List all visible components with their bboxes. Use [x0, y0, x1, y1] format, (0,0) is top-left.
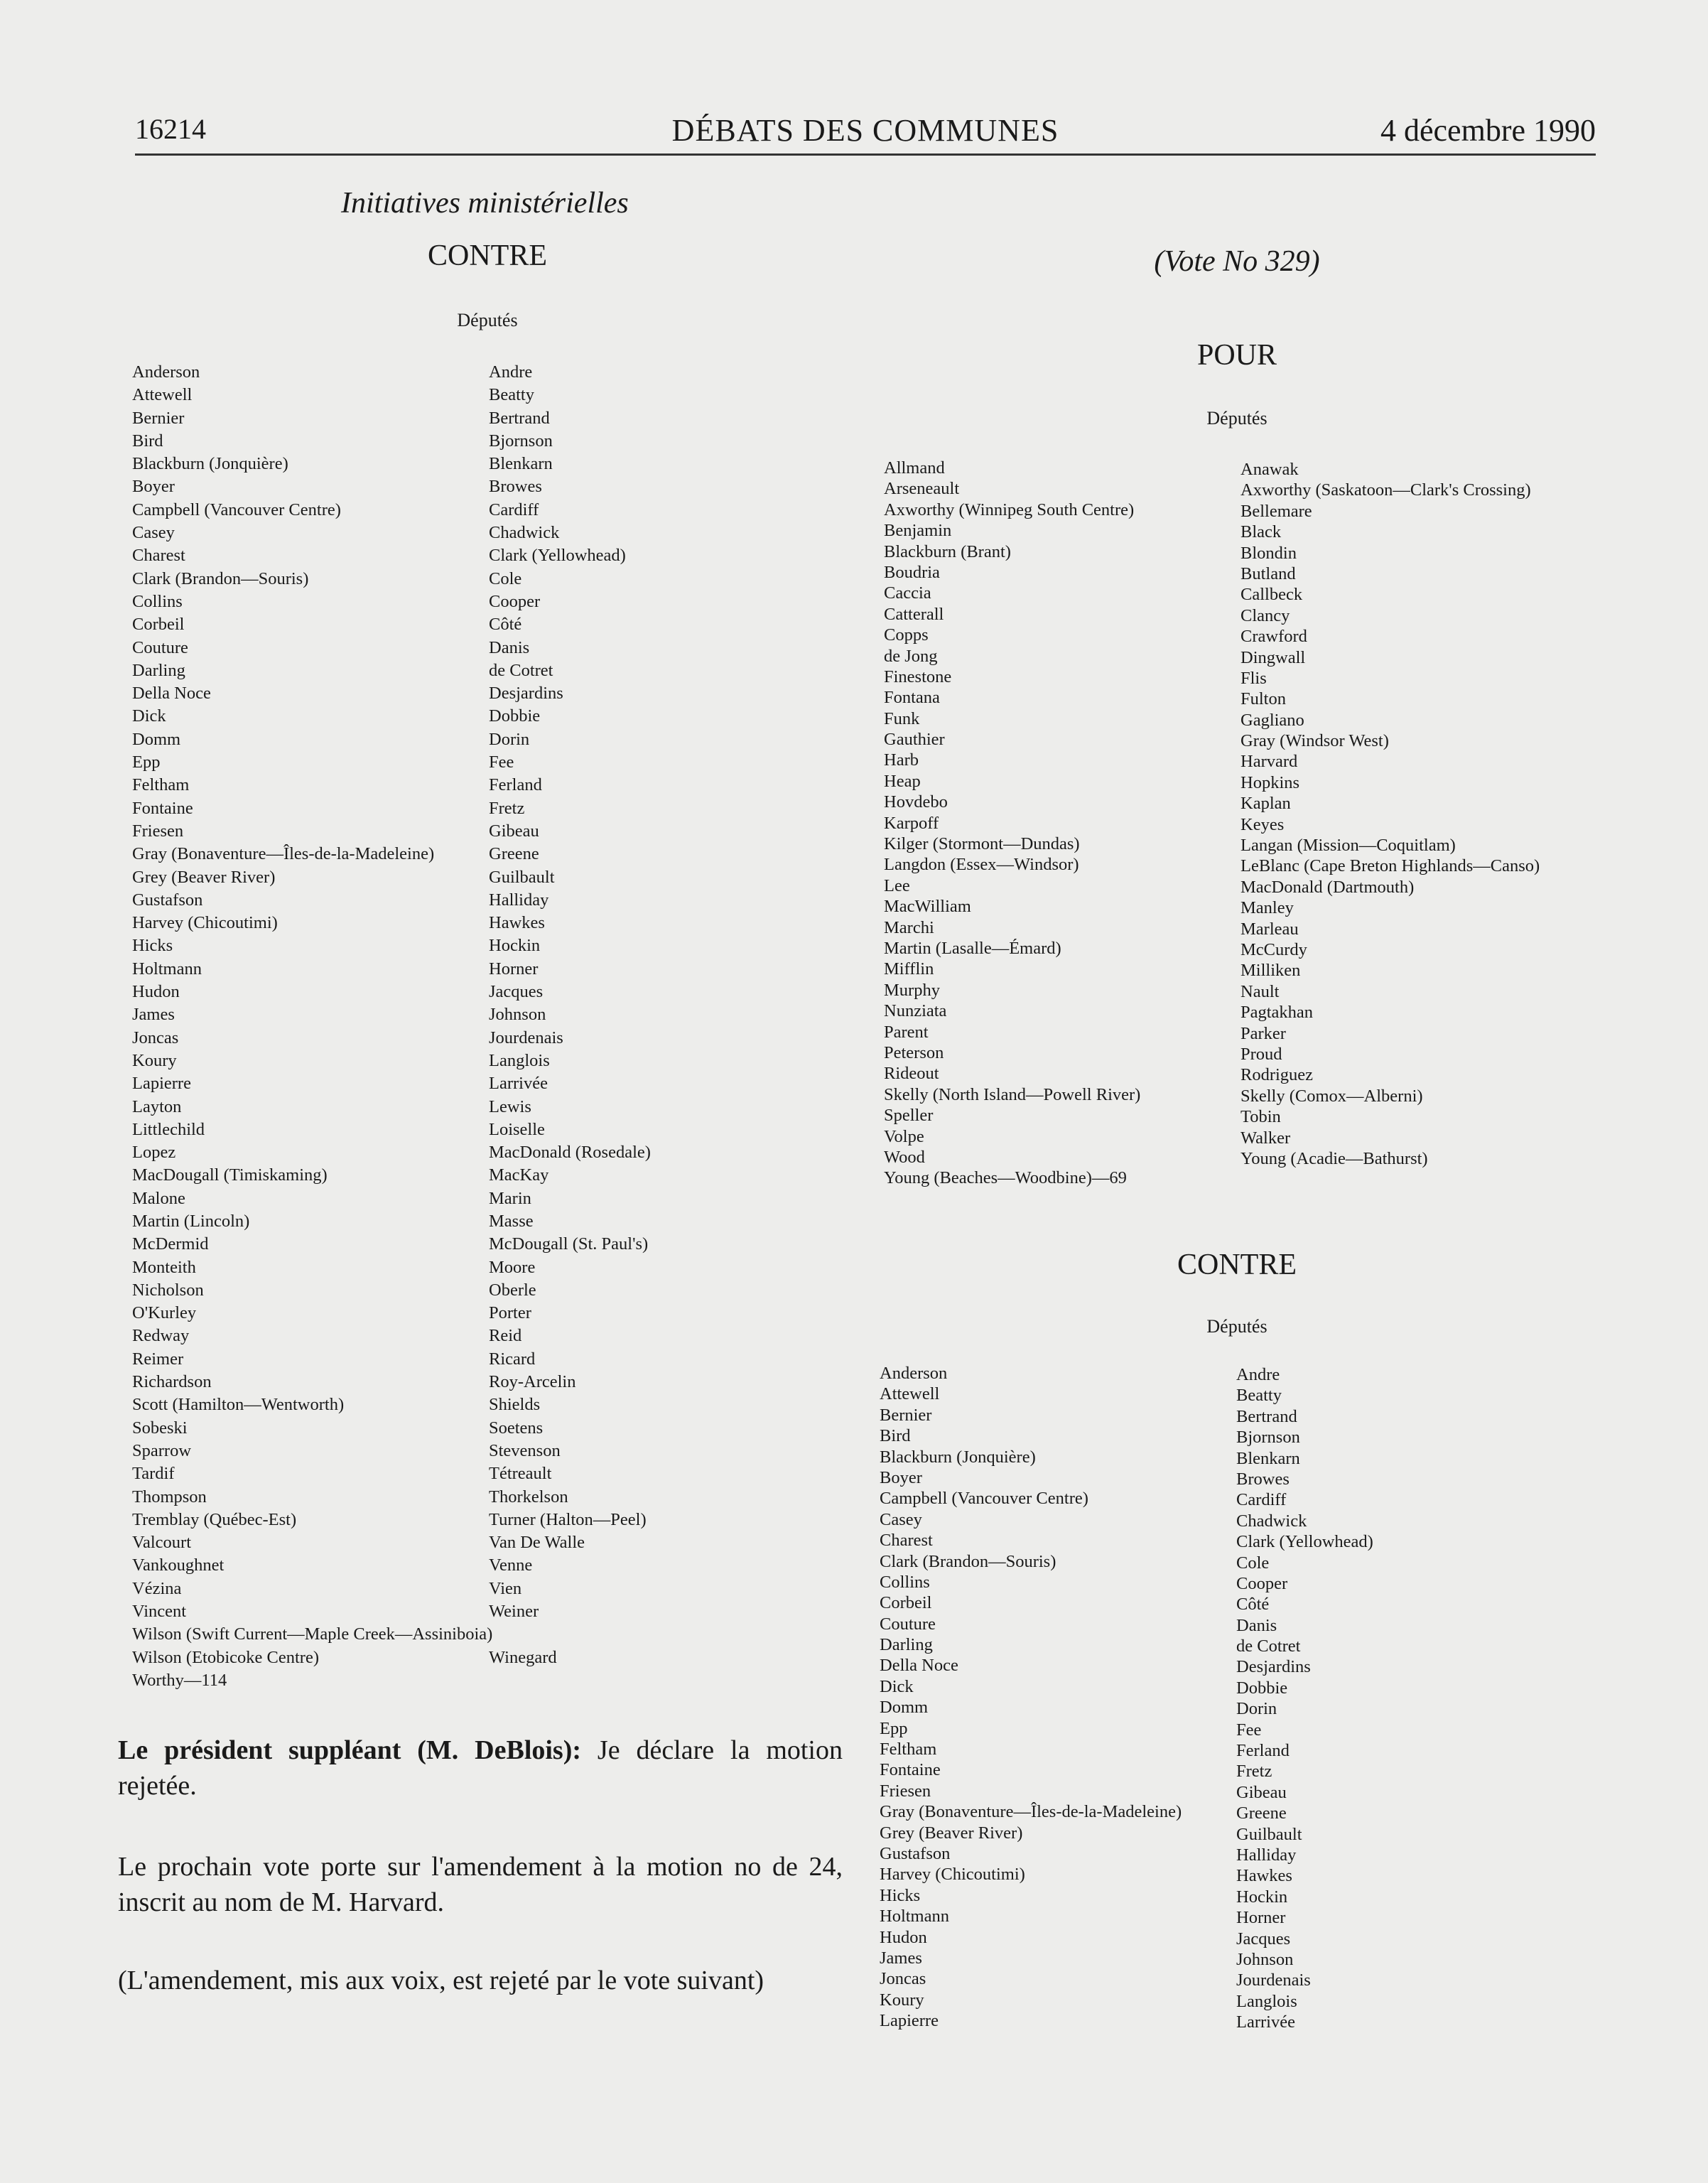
member-name: Dorin — [1236, 1699, 1277, 1719]
member-name: Langlois — [1236, 1991, 1297, 2011]
member-name: Langdon (Essex—Windsor) — [884, 855, 1079, 875]
member-name: Blenkarn — [489, 454, 553, 474]
member-name: Langan (Mission—Coquitlam) — [1241, 836, 1456, 856]
member-name: Grey (Beaver River) — [132, 867, 276, 887]
member-name: Kilger (Stormont—Dundas) — [884, 834, 1080, 854]
member-name: Cole — [489, 568, 522, 588]
member-name: Clancy — [1241, 605, 1290, 625]
member-name: Richardson — [132, 1372, 212, 1392]
member-name: Campbell (Vancouver Centre) — [132, 500, 341, 519]
member-name: Weiner — [489, 1602, 539, 1622]
member-name: Fulton — [1241, 689, 1286, 709]
member-name: Keyes — [1241, 814, 1285, 834]
speaker-name: Le président suppléant (M. DeBlois): — [118, 1735, 582, 1765]
member-name: LeBlanc (Cape Breton Highlands—Canso) — [1241, 856, 1540, 876]
member-name: MacDonald (Dartmouth) — [1241, 877, 1415, 897]
member-name: Halliday — [489, 890, 549, 910]
member-name: Gibeau — [489, 821, 539, 841]
pour-subheading: Députés — [1206, 408, 1268, 428]
ruling-text: Je déclare la motion rejetée. — [118, 1735, 843, 1801]
member-name: Gray (Bonaventure—Îles-de-la-Madeleine) — [880, 1802, 1182, 1822]
member-name: Butland — [1241, 564, 1296, 583]
member-name: MacWilliam — [884, 897, 971, 917]
member-name: Harvard — [1241, 752, 1298, 772]
member-name: Fee — [489, 753, 514, 772]
member-name: Fontana — [884, 688, 940, 708]
member-name: Harb — [884, 750, 919, 770]
member-name: Feltham — [880, 1740, 937, 1759]
member-name: Worthy—114 — [132, 1670, 227, 1690]
member-name: Hovdebo — [884, 792, 948, 812]
member-name: Flis — [1241, 668, 1267, 688]
member-name: Langlois — [489, 1050, 550, 1070]
member-name: Karpoff — [884, 813, 939, 833]
member-name: Ferland — [489, 775, 542, 795]
header-rule — [135, 153, 1596, 156]
member-name: Tétreault — [489, 1464, 552, 1484]
member-name: Beatty — [489, 385, 534, 405]
member-name: de Cotret — [1236, 1637, 1301, 1656]
member-name: Lopez — [132, 1143, 176, 1163]
member-name: Thompson — [132, 1487, 207, 1506]
member-name: Clark (Yellowhead) — [489, 546, 626, 566]
member-name: Anderson — [132, 362, 200, 382]
member-name: Gagliano — [1241, 710, 1304, 730]
member-name: Bertrand — [489, 408, 550, 428]
member-name: Walker — [1241, 1128, 1291, 1148]
member-name: Manley — [1241, 898, 1294, 918]
left-contre-col1 — [132, 361, 492, 1692]
member-name: Lewis — [489, 1096, 531, 1116]
member-name: MacDonald (Rosedale) — [489, 1143, 651, 1163]
member-name: Friesen — [132, 821, 184, 841]
member-name: Hicks — [132, 936, 173, 956]
member-name: Arseneault — [884, 479, 960, 499]
member-name: Gibeau — [1236, 1782, 1287, 1802]
member-name: Hawkes — [489, 913, 545, 933]
member-name: Guilbault — [1236, 1824, 1302, 1844]
member-name: Greene — [489, 844, 539, 864]
member-name: Martin (Lasalle—Émard) — [884, 938, 1061, 958]
member-name: Dingwall — [1241, 647, 1306, 667]
member-name: Boyer — [132, 477, 175, 497]
member-name: Marin — [489, 1188, 531, 1208]
member-name: Martin (Lincoln) — [132, 1211, 250, 1231]
member-name: Cardiff — [489, 500, 539, 519]
member-name: Darling — [132, 660, 185, 680]
member-name: Gustafson — [132, 890, 203, 910]
member-name: Skelly (North Island—Powell River) — [884, 1084, 1141, 1104]
member-name: Blenkarn — [1236, 1448, 1300, 1468]
member-name: Clark (Brandon—Souris) — [132, 568, 309, 588]
member-name: Roy-Arcelin — [489, 1372, 576, 1392]
member-name: Gray (Windsor West) — [1241, 731, 1389, 751]
member-name: Halliday — [1236, 1845, 1297, 1865]
member-name: Parent — [884, 1022, 929, 1042]
vote-number: (Vote No 329) — [1154, 245, 1320, 278]
section-label: Initiatives ministérielles — [341, 187, 629, 220]
member-name: Holtmann — [132, 959, 202, 979]
member-name: Harvey (Chicoutimi) — [880, 1865, 1025, 1885]
member-name: Campbell (Vancouver Centre) — [880, 1489, 1088, 1509]
member-name: Funk — [884, 708, 920, 728]
member-name: Finestone — [884, 667, 952, 686]
member-name: Larrivée — [489, 1074, 548, 1094]
member-name: Peterson — [884, 1042, 944, 1062]
member-name: Mifflin — [884, 959, 934, 979]
member-name: Epp — [880, 1718, 908, 1738]
member-name: Winegard — [489, 1647, 557, 1667]
member-name: Boudria — [884, 562, 940, 582]
member-name: Koury — [132, 1050, 177, 1070]
member-name: MacDougall (Timiskaming) — [132, 1165, 328, 1185]
member-name: Speller — [884, 1106, 934, 1126]
member-name: Young (Acadie—Bathurst) — [1241, 1148, 1428, 1168]
member-name: Redway — [132, 1326, 190, 1346]
member-name: Epp — [132, 753, 161, 772]
member-name: Tobin — [1241, 1107, 1281, 1127]
member-name: Johnson — [1236, 1949, 1294, 1969]
member-name: Black — [1241, 522, 1282, 542]
member-name: Grey (Beaver River) — [880, 1823, 1023, 1843]
member-name: Nicholson — [132, 1280, 204, 1300]
member-name: Copps — [884, 625, 929, 645]
member-name: Casey — [132, 523, 175, 543]
member-name: Pagtakhan — [1241, 1003, 1314, 1023]
member-name: Caccia — [884, 583, 931, 603]
member-name: Vézina — [132, 1578, 182, 1598]
member-name: Moore — [489, 1257, 536, 1277]
member-name: Skelly (Comox—Alberni) — [1241, 1086, 1423, 1106]
member-name: Fontaine — [132, 798, 193, 818]
member-name: Tremblay (Québec-Est) — [132, 1509, 297, 1529]
member-name: Stevenson — [489, 1440, 561, 1460]
member-name: MacKay — [489, 1165, 549, 1185]
member-name: Lapierre — [880, 2011, 939, 2031]
member-name: Ferland — [1236, 1741, 1290, 1761]
member-name: Vien — [489, 1578, 522, 1598]
member-name: Collins — [132, 591, 183, 611]
member-name: Dorin — [489, 729, 530, 749]
member-name: Dobbie — [489, 706, 541, 726]
member-name: Gustafson — [880, 1843, 951, 1863]
member-name: Chadwick — [489, 523, 560, 543]
member-name: Blackburn (Brant) — [884, 541, 1011, 561]
right-contre-col2 — [1236, 1364, 1373, 2033]
member-name: Turner (Halton—Peel) — [489, 1509, 647, 1529]
member-name: McDougall (St. Paul's) — [489, 1234, 649, 1254]
member-name: Charest — [132, 546, 185, 566]
member-name: Murphy — [884, 980, 940, 1000]
member-name: Danis — [489, 637, 530, 657]
member-name: Domm — [880, 1698, 929, 1718]
member-name: Axworthy (Saskatoon—Clark's Crossing) — [1241, 480, 1531, 500]
member-name: Couture — [880, 1614, 936, 1634]
member-name: Parker — [1241, 1023, 1286, 1043]
member-name: Loiselle — [489, 1119, 545, 1139]
member-name: Van De Walle — [489, 1533, 585, 1553]
member-name: Bjornson — [1236, 1428, 1300, 1448]
member-name: Axworthy (Winnipeg South Centre) — [884, 500, 1135, 519]
member-name: Anawak — [1241, 460, 1299, 479]
member-name: Allmand — [884, 458, 945, 478]
member-name: Hockin — [1236, 1887, 1288, 1907]
member-name: Della Noce — [880, 1656, 958, 1676]
member-name: Jourdenais — [1236, 1971, 1311, 1990]
member-name: Cooper — [1236, 1573, 1288, 1593]
member-name: Dick — [132, 706, 166, 726]
member-name: Fretz — [489, 798, 525, 818]
member-name: Reid — [489, 1326, 522, 1346]
member-name: Hudon — [880, 1927, 927, 1947]
pour-col2 — [1241, 459, 1540, 1169]
member-name: Corbeil — [132, 615, 185, 635]
member-name: Harvey (Chicoutimi) — [132, 913, 278, 933]
member-name: Bjornson — [489, 431, 553, 451]
member-name: Côté — [489, 615, 522, 635]
member-name: Rideout — [884, 1064, 939, 1084]
member-name: Jacques — [489, 982, 544, 1002]
left-contre-subheading: Députés — [457, 310, 518, 330]
member-name: Lee — [884, 875, 910, 895]
member-name: Casey — [880, 1509, 922, 1529]
member-name: Malone — [132, 1188, 185, 1208]
publication-title: DÉBATS DES COMMUNES — [671, 113, 1059, 148]
member-name: Fontaine — [880, 1760, 941, 1780]
member-name: Blackburn (Jonquière) — [880, 1447, 1036, 1467]
member-name: Catterall — [884, 604, 944, 624]
pour-heading: POUR — [1196, 339, 1277, 372]
member-name: de Cotret — [489, 660, 553, 680]
right-contre-heading: CONTRE — [1177, 1249, 1297, 1281]
member-name: O'Kurley — [132, 1303, 197, 1323]
member-name: Layton — [132, 1096, 182, 1116]
member-name: Benjamin — [884, 521, 952, 541]
member-name: Lapierre — [132, 1074, 191, 1094]
member-name: Bernier — [880, 1405, 932, 1425]
member-name: Browes — [1236, 1469, 1290, 1489]
member-name: Oberle — [489, 1280, 536, 1300]
member-name: Ricard — [489, 1349, 536, 1369]
member-name: Attewell — [880, 1384, 940, 1404]
member-name — [489, 1623, 651, 1646]
member-name: Horner — [1236, 1908, 1286, 1928]
member-name: Bird — [132, 431, 163, 451]
member-name: Venne — [489, 1556, 533, 1575]
member-name: Wilson (Etobicoke Centre) — [132, 1647, 319, 1667]
member-name: Larrivée — [1236, 2012, 1295, 2032]
member-name: Heap — [884, 771, 921, 791]
member-name: Guilbault — [489, 867, 555, 887]
member-name: James — [880, 1948, 922, 1968]
paragraph-ruling — [118, 1732, 843, 1804]
member-name: Littlechild — [132, 1119, 205, 1139]
member-name: Cardiff — [1236, 1490, 1287, 1510]
left-contre-heading: CONTRE — [428, 239, 547, 272]
member-name: Domm — [132, 729, 181, 749]
member-name: Cooper — [489, 591, 541, 611]
paragraph-amendment: (L'amendement, mis aux voix, est rejeté par le vote suivant) — [118, 1966, 764, 1995]
member-name: Johnson — [489, 1005, 546, 1025]
member-name: Cole — [1236, 1553, 1270, 1573]
member-name: Blondin — [1241, 543, 1297, 563]
member-name: Anderson — [880, 1364, 948, 1383]
member-name: Reimer — [132, 1349, 184, 1369]
member-name: Gray (Bonaventure—Îles-de-la-Madeleine) — [132, 844, 435, 864]
member-name: Hudon — [132, 982, 180, 1002]
member-name: Bertrand — [1236, 1406, 1297, 1426]
member-name: Jacques — [1236, 1929, 1291, 1948]
member-name: Porter — [489, 1303, 531, 1323]
member-name: Gauthier — [884, 730, 945, 750]
member-name: Danis — [1236, 1615, 1277, 1635]
member-name: Tardif — [132, 1464, 175, 1484]
member-name: Greene — [1236, 1804, 1287, 1823]
paragraph-next-vote: Le prochain vote porte sur l'amendement à la motion no de 24, inscrit au nom de M. Harvard. — [118, 1852, 843, 1917]
member-name: Kaplan — [1241, 794, 1291, 814]
member-name: Dick — [880, 1676, 914, 1696]
member-name: Della Noce — [132, 684, 211, 704]
member-name: Nault — [1241, 981, 1280, 1001]
member-name: Desjardins — [1236, 1657, 1311, 1677]
member-name: Collins — [880, 1572, 930, 1592]
member-name: Corbeil — [880, 1593, 932, 1613]
member-name: Fee — [1236, 1720, 1262, 1740]
member-name: Scott (Hamilton—Wentworth) — [132, 1395, 345, 1415]
member-name: Volpe — [884, 1126, 924, 1146]
member-name: Hockin — [489, 936, 541, 956]
page-header — [135, 107, 1596, 156]
member-name: Dobbie — [1236, 1678, 1288, 1698]
member-name: Jourdenais — [489, 1028, 563, 1047]
member-name: Sobeski — [132, 1418, 188, 1438]
member-name: Crawford — [1241, 627, 1307, 647]
member-name: Masse — [489, 1211, 534, 1231]
member-name: Joncas — [132, 1028, 179, 1047]
member-name: Darling — [880, 1635, 933, 1655]
page-number: 16214 — [135, 113, 206, 145]
member-name: Rodriguez — [1241, 1065, 1314, 1085]
member-name: Sparrow — [132, 1440, 192, 1460]
member-name: Fretz — [1236, 1762, 1272, 1782]
member-name: Bellemare — [1241, 501, 1312, 521]
member-name: Hicks — [880, 1885, 921, 1905]
member-name: Andre — [1236, 1365, 1280, 1384]
member-name: Bernier — [132, 408, 185, 428]
member-name: Feltham — [132, 775, 190, 795]
member-name: Vankoughnet — [132, 1556, 225, 1575]
member-name: Browes — [489, 477, 542, 497]
member-name: Chadwick — [1236, 1511, 1307, 1531]
member-name: Côté — [1236, 1595, 1270, 1615]
member-name: Valcourt — [132, 1533, 191, 1553]
member-name: Wood — [884, 1147, 925, 1167]
member-name: Monteith — [132, 1257, 196, 1277]
member-name: Joncas — [880, 1969, 926, 1989]
member-name: Hopkins — [1241, 772, 1300, 792]
member-name: Nunziata — [884, 1001, 947, 1021]
left-contre-col2 — [489, 361, 651, 1669]
member-name: Clark (Brandon—Souris) — [880, 1551, 1056, 1571]
member-name: Desjardins — [489, 684, 563, 704]
member-name: Couture — [132, 637, 188, 657]
member-name: Milliken — [1241, 961, 1301, 981]
member-name: McDermid — [132, 1234, 209, 1254]
member-name: Wilson (Swift Current—Maple Creek—Assiniboia) — [132, 1624, 493, 1644]
member-name: James — [132, 1005, 175, 1025]
member-name: Bird — [880, 1426, 911, 1446]
publication-date: 4 décembre 1990 — [1380, 113, 1596, 148]
member-name: Clark (Yellowhead) — [1236, 1532, 1373, 1552]
member-name: Hawkes — [1236, 1866, 1292, 1886]
member-name: Koury — [880, 1990, 924, 2010]
member-name: Shields — [489, 1395, 541, 1415]
member-name: de Jong — [884, 646, 938, 666]
member-name: Vincent — [132, 1602, 187, 1622]
member-name: Soetens — [489, 1418, 544, 1438]
member-name: Proud — [1241, 1044, 1282, 1064]
member-name: Blackburn (Jonquière) — [132, 454, 288, 474]
member-name: Boyer — [880, 1467, 922, 1487]
member-name: Holtmann — [880, 1907, 949, 1926]
member-name: Marleau — [1241, 919, 1299, 939]
member-name: Thorkelson — [489, 1487, 568, 1506]
member-name: Friesen — [880, 1781, 931, 1801]
member-name: Attewell — [132, 385, 193, 405]
member-name: Andre — [489, 362, 533, 382]
right-contre-col1 — [880, 1363, 1182, 2032]
pour-col1 — [884, 458, 1140, 1189]
member-name: Charest — [880, 1531, 933, 1551]
member-name: Marchi — [884, 917, 934, 937]
member-name: Callbeck — [1241, 585, 1303, 605]
member-name: Horner — [489, 959, 539, 979]
member-name: Beatty — [1236, 1386, 1282, 1406]
member-name: Young (Beaches—Woodbine)—69 — [884, 1168, 1127, 1188]
member-name: McCurdy — [1241, 939, 1307, 959]
right-contre-subheading: Députés — [1206, 1316, 1268, 1337]
